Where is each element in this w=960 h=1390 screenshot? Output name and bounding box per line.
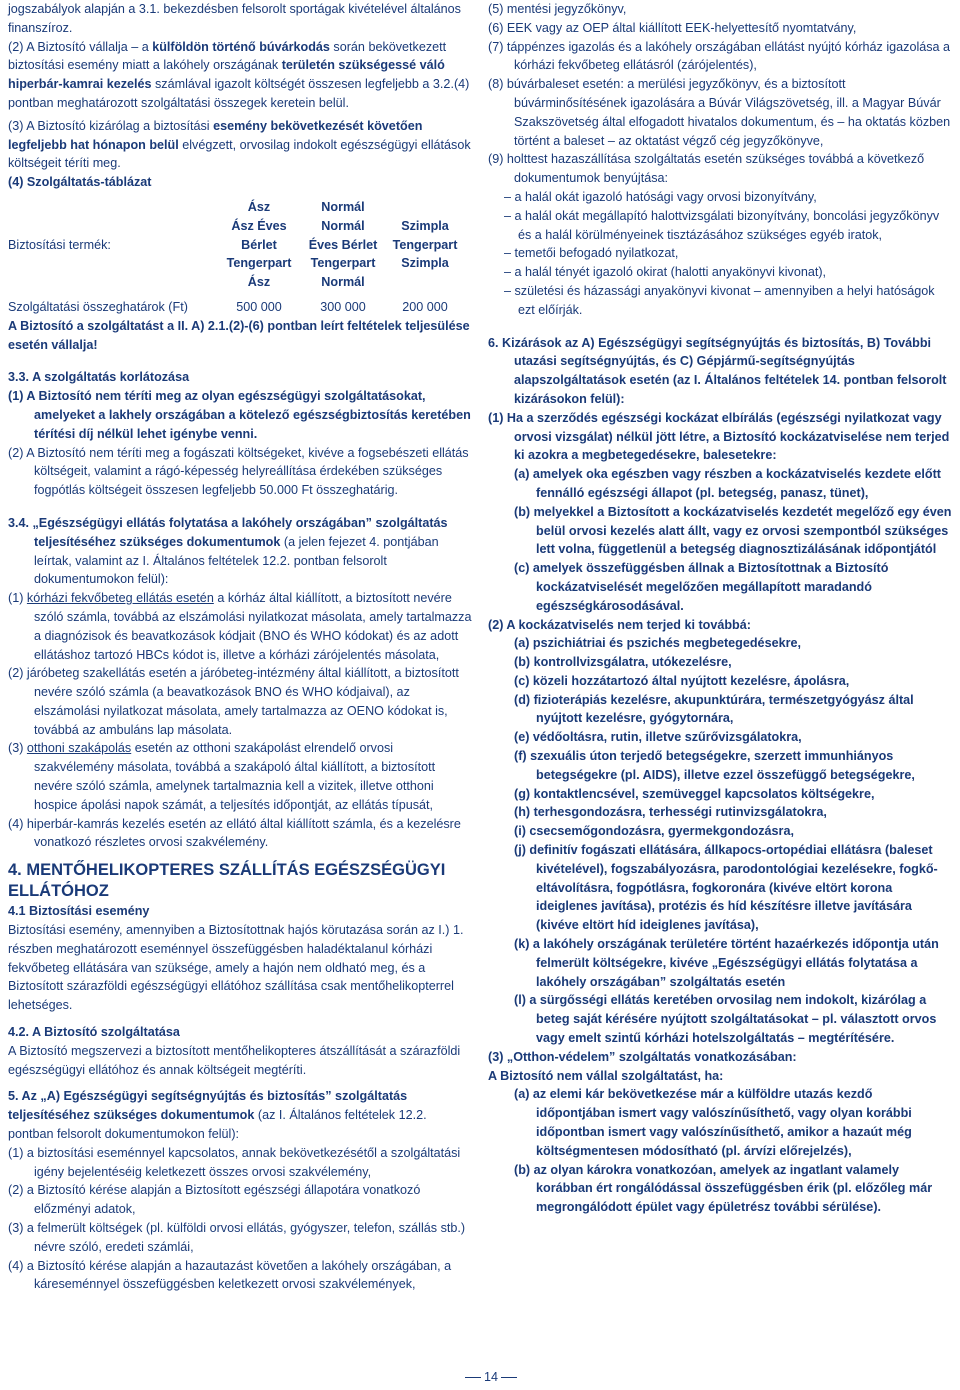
list-item: (6) EEK vagy az OEP által kiállított EEK-helyettesítő nyomtatvány, xyxy=(488,20,857,35)
section-heading: 6. Kizárások az A) Egészségügyi segítségnyújtás és biztosítás, B) További utazási segítségnyújtás, és C) Gépjármű-segítségnyújtás alapszolgáltatások esetén (az I. Általános feltételek 14. pontban felsorolt kizárásokon felül): xyxy=(488,335,947,406)
page-number: 14 xyxy=(462,1370,520,1384)
divider xyxy=(501,1377,517,1378)
chapter-heading: 4. MENTŐHELIKOPTERES SZÁLLÍTÁS EGÉSZSÉGÜGYI ELLÁTÓHOZ xyxy=(8,861,446,901)
table-row-label: Szolgáltatási összeghatárok (Ft) xyxy=(8,299,188,314)
list-item: A Biztosító nem vállal szolgáltatást, ha: xyxy=(488,1068,724,1083)
list-item: (2) A Biztosító nem téríti meg a fogászati költségeket, kivéve a fogsebészeti ellátás költségeit, valamint a rágó-képesség helyreállítása érdekében szükséges fogpótlás költségeit összesen legfeljebb 50.000 Ft összeghatárig. xyxy=(8,445,469,498)
section-heading: 3.4. „Egészségügyi ellátás folytatása a lakóhely országában” szolgáltatás teljesítéséhez szükséges dokumentumok (a jelen fejezet 4. pontjában leírtak, valamint az I. Általános feltételek 12.2. pontban felsorolt dokumentumokon felül): xyxy=(8,515,448,587)
list-item: (5) mentési jegyzőkönyv, xyxy=(488,2,627,16)
table-cell: Szimpla Tengerpart Szimpla xyxy=(392,218,458,271)
section-heading: 4.1 Biztosítási esemény xyxy=(8,904,150,919)
table-cell: 500 000 xyxy=(236,299,282,314)
list-item: (7) táppénzes igazolás és a lakóhely országában ellátást nyújtó kórház igazolása a kórházi fekvőbeteg ellátásról (zárójelentés), xyxy=(488,39,951,73)
list-item: (1) a biztosítási eseménnyel kapcsolatos, annak bekövetkezésétől a szolgáltatási igény bejelentéséig keletkezett összes orvosi szakvélemény, xyxy=(8,1145,461,1179)
list-item: (b) kontrollvizsgálatra, utókezelésre, xyxy=(514,655,732,670)
list-item: (1) Ha a szerződés egészségi kockázat elbírálás (egészségi nyilatkozat vagy orvosi vizsgálat) nélkül jött létre, a Biztosító kockázatviselése nem terjed ki azokra a megbetegedésekre, balesetekre: xyxy=(488,410,950,463)
list-item: (a) pszichiátriai és pszichés megbetegedésekre, xyxy=(514,636,801,651)
list-item: (g) kontaktlencsével, szemüveggel kapcsolatos költségekre, xyxy=(514,786,875,801)
paragraph: (3) A Biztosító kizárólag a biztosítási esemény bekövetkezését követően legfeljebb hat hónapon belül elvégzett, orvosilag indokolt egészségügyi ellátások költségeit téríti meg. xyxy=(8,118,471,171)
paragraph: A Biztosító megszervezi a biztosított mentőhelikopteres átszállítását a szárazföldi egészségügyi ellátóhoz és annak költségeit megtéríti. xyxy=(8,1043,461,1077)
list-item: (1) kórházi fekvőbeteg ellátás esetén a kórház által kiállított, a biztosított nevére szóló számla, továbbá az elszámolási nyilatkozat másolata, amely tartalmazza a diagnózisok és beavatkozások kódjait (BNO és WHO kódokat) és az adott ellátáshoz tartozó HBCs kódot is, illetve a kórházi zárójelentés másolata, xyxy=(8,591,472,662)
list-item: (j) definitív fogászati ellátására, állkapocs-ortopédiai ellátásra (baleset kivételével), fogszabályozásra, parodontológiai kezelésekre, fogkő-eltávolításra, fogpótlásra, fogkoronára (kivéve eltört korona ideiglenes javítása), protézis és híd készítésre illetve javítására (kivéve eltört híd ideiglenes javítása), xyxy=(514,843,938,933)
section-heading: 5. Az „A) Egészségügyi segítségnyújtás és biztosítás” szolgáltatás teljesítéséhez szükséges dokumentumok (az I. Általános feltételek 12.2. pontban felsorolt dokumentumokon felül): xyxy=(8,1089,427,1142)
section-heading: 4.2. A Biztosító szolgáltatása xyxy=(8,1025,180,1040)
list-item: (4) a Biztosító kérése alapján a hazautazást követően a lakóhely országában, a káreseménnyel összefüggésben keletkezett orvosi szakvélemények, xyxy=(8,1258,452,1292)
list-item: (f) szexuális úton terjedő betegségekre, szerzett immunhiányos betegségekre (pl. AIDS), illetve ezzel összefüggő betegségekre, xyxy=(514,749,915,782)
right-column xyxy=(488,0,954,1217)
dash-item: – születési és házassági anyakönyvi kivonat – amennyiben a helyi hatóságok ezt előírják. xyxy=(504,283,935,317)
section-heading: (4) Szolgáltatás-táblázat xyxy=(8,175,152,190)
list-item: (l) a sürgősségi ellátás keretében orvosilag nem indokolt, kizárólag a beteg saját kérésére nyújtott szolgáltatásokat – pl. választott orvos vagy emelt szintű kórházi hotelszolgáltatás – megtérítésére. xyxy=(514,993,937,1046)
list-item: (h) terhesgondozásra, terhességi rutinvizsgálatokra, xyxy=(514,805,827,820)
list-item: (d) fizioterápiás kezelésre, akupunktúrára, természetgyógyász által nyújtott kezelésre, gyógytornára, xyxy=(514,692,914,726)
left-column xyxy=(8,0,472,1294)
list-item: (a) az elemi kár bekövetkezése már a külföldre utazás kezdő időpontjában ismert vagy valószínűsíthető, vagy olyan korábbi időpontban ismert vagy valószínűsíthető, amikor a hazaút még költségmentesen módosítható (pl. árvízi előrejelzés), xyxy=(514,1087,912,1158)
paragraph: Biztosítási esemény, amennyiben a Biztosítottnak hajós körutazása során az I.) 1. részben meghatározott eseménnyel összefüggésben haladéktalanul kórházi fekvőbeteg ellátására van szüksége, amely a hajón nem oldható meg, és a Biztosított szárazföldi egészségügyi ellátóhoz szállítása csak mentőhelikopterrel lehetséges. xyxy=(8,923,464,1013)
dash-item: – a halál okát megállapító halottvizsgálati bizonyítvány, boncolási jegyzőkönyv és a halál körülményeinek tisztázásához szükséges egyéb iratok, xyxy=(504,208,940,242)
list-item: (i) csecsemőgondozásra, gyermekgondozásra, xyxy=(514,824,794,839)
list-item: (3) „Otthon-védelem” szolgáltatás vonatkozásában: xyxy=(488,1049,797,1064)
list-item: (a) amelyek oka egészben vagy részben a kockázatviselés kezdete előtt fennálló egészségi állapot (pl. betegség, panasz, tünet), xyxy=(514,467,942,500)
dash-item: – a halál tényét igazoló okirat (halotti anyakönyvi kivonat), xyxy=(504,265,827,280)
list-item: (2) A kockázatviselés nem terjed ki továbbá: xyxy=(488,617,751,632)
dash-item: – temetői befogadó nyilatkozat, xyxy=(504,246,679,261)
table-cell: 300 000 xyxy=(320,299,366,314)
section-heading: 3.3. A szolgáltatás korlátozása xyxy=(8,370,190,385)
list-item: (4) hiperbár-kamrás kezelés esetén az ellátó által kiállított számla, és a kezelésre vonatkozó részletes orvosi szakvélemény. xyxy=(8,816,461,850)
list-item: (9) holttest hazaszállítása szolgáltatás esetén szükséges továbbá a következő dokumentumok benyújtása: xyxy=(488,152,925,186)
list-item: (8) búvárbaleset esetén: a merülési jegyzőkönyv, és a biztosított búvárminősítésének igazolására a Búvár Világszövetség, ill. a Magyar Búvár Szakszövetség által elfogadott hivatalos dokumentum, és – ha oktatás közben történt a baleset – az oktatást végző cég jegyzőkönyve, xyxy=(488,77,951,148)
list-item: (b) melyekkel a Biztosított a kockázatviselés kezdetét megelőző egy éven belül orvosi kezelés alatt állt, vagy ez orvosi szempontból szükséges lett volna, függetlenül a betegség diagnosztizálásának időpontjától xyxy=(514,504,952,557)
dash-item: – a halál okát igazoló hatósági vagy orvosi bizonyítvány, xyxy=(504,189,817,204)
divider xyxy=(465,1377,481,1378)
list-item: (2) járóbeteg szakellátás esetén a járóbeteg-intézmény által kiállított, a biztosított nevére szóló számla (a beavatkozások BNO és WHO kódjaival), az elszámolási nyilatkozat másolata, amely tartalmazza az OENO kódokat is, továbbá az ambuláns lap másolata. xyxy=(8,666,459,737)
list-item: (c) közeli hozzátartozó által nyújtott kezelésre, ápolásra, xyxy=(514,673,850,688)
list-item: (e) védőoltásra, rutin, illetve szűrővizsgálatokra, xyxy=(514,730,802,745)
paragraph: A Biztosító a szolgáltatást a II. A) 2.1.(2)-(6) pontban leírt feltételek teljesülése esetén vállalja! xyxy=(8,318,470,352)
table-row-label: Biztosítási termék: xyxy=(8,237,111,252)
list-item: (3) otthoni szakápolás esetén az otthoni szakápolást elrendelő orvosi szakvélemény másolata, továbbá a szakápoló által kiállított, a biztosított nevére szóló számla, amelynek tartalmaznia kell a vizitek, illetve otthoni hospice ápolási napok számát, a teljesítés időpontját, az ellátás típusát, xyxy=(8,741,436,812)
list-item: (c) amelyek összefüggésben állnak a Biztosítottnak a Biztosító kockázatviselését megelőzően megállapított maradandó egészségkárosodásával. xyxy=(514,561,889,613)
table-cell: 200 000 xyxy=(402,299,448,314)
table-cell: Normál Normál Éves Bérlet Tengerpart Normál xyxy=(308,199,378,290)
service-table xyxy=(8,198,464,317)
list-item: (2) a Biztosító kérése alapján a Biztosított egészségi állapotára vonatkozó előzményi adatok, xyxy=(8,1183,421,1217)
paragraph: jogszabályok alapján a 3.1. bekezdésben felsorolt sportágak kivételével általános finanszíroz. xyxy=(8,2,461,35)
list-item: (1) A Biztosító nem téríti meg az olyan egészségügyi szolgáltatásokat, amelyeket a lakhely országában a kötelező egészségbiztosítás keretében térítési díj nélkül lehet igénybe venni. xyxy=(8,389,471,441)
list-item: (k) a lakóhely országának területére történt hazaérkezés időpontja után felmerült költségekre, kivéve „Egészségügyi ellátás folytatása a lakóhely országában” szolgáltatás esetén xyxy=(514,937,939,989)
list-item: (b) az olyan károkra vonatkozóan, amelyek az ingatlant valamely korábban ért rongálódással összefüggésben érik (pl. előzőleg már megrongálódott épület vagy épületrész további sérülése). xyxy=(514,1162,933,1215)
paragraph: (2) A Biztosító vállalja – a külföldön történő búvárkodás során bekövetkezett biztosítási esemény miatt a lakóhely országának területén szükségessé váló hiperbár-kamrai kezelés számlával igazolt költségét összesen legfeljebb a 3.2.(4) pontban meghatározott szolgáltatási összegek keretein belül. xyxy=(8,39,470,110)
list-item: (3) a felmerült költségek (pl. külföldi orvosi ellátás, gyógyszer, telefon, szállás stb.) névre szóló, eredeti számlái, xyxy=(8,1221,466,1254)
table-cell: Ász Ász Éves Bérlet Tengerpart Ász xyxy=(226,199,292,290)
